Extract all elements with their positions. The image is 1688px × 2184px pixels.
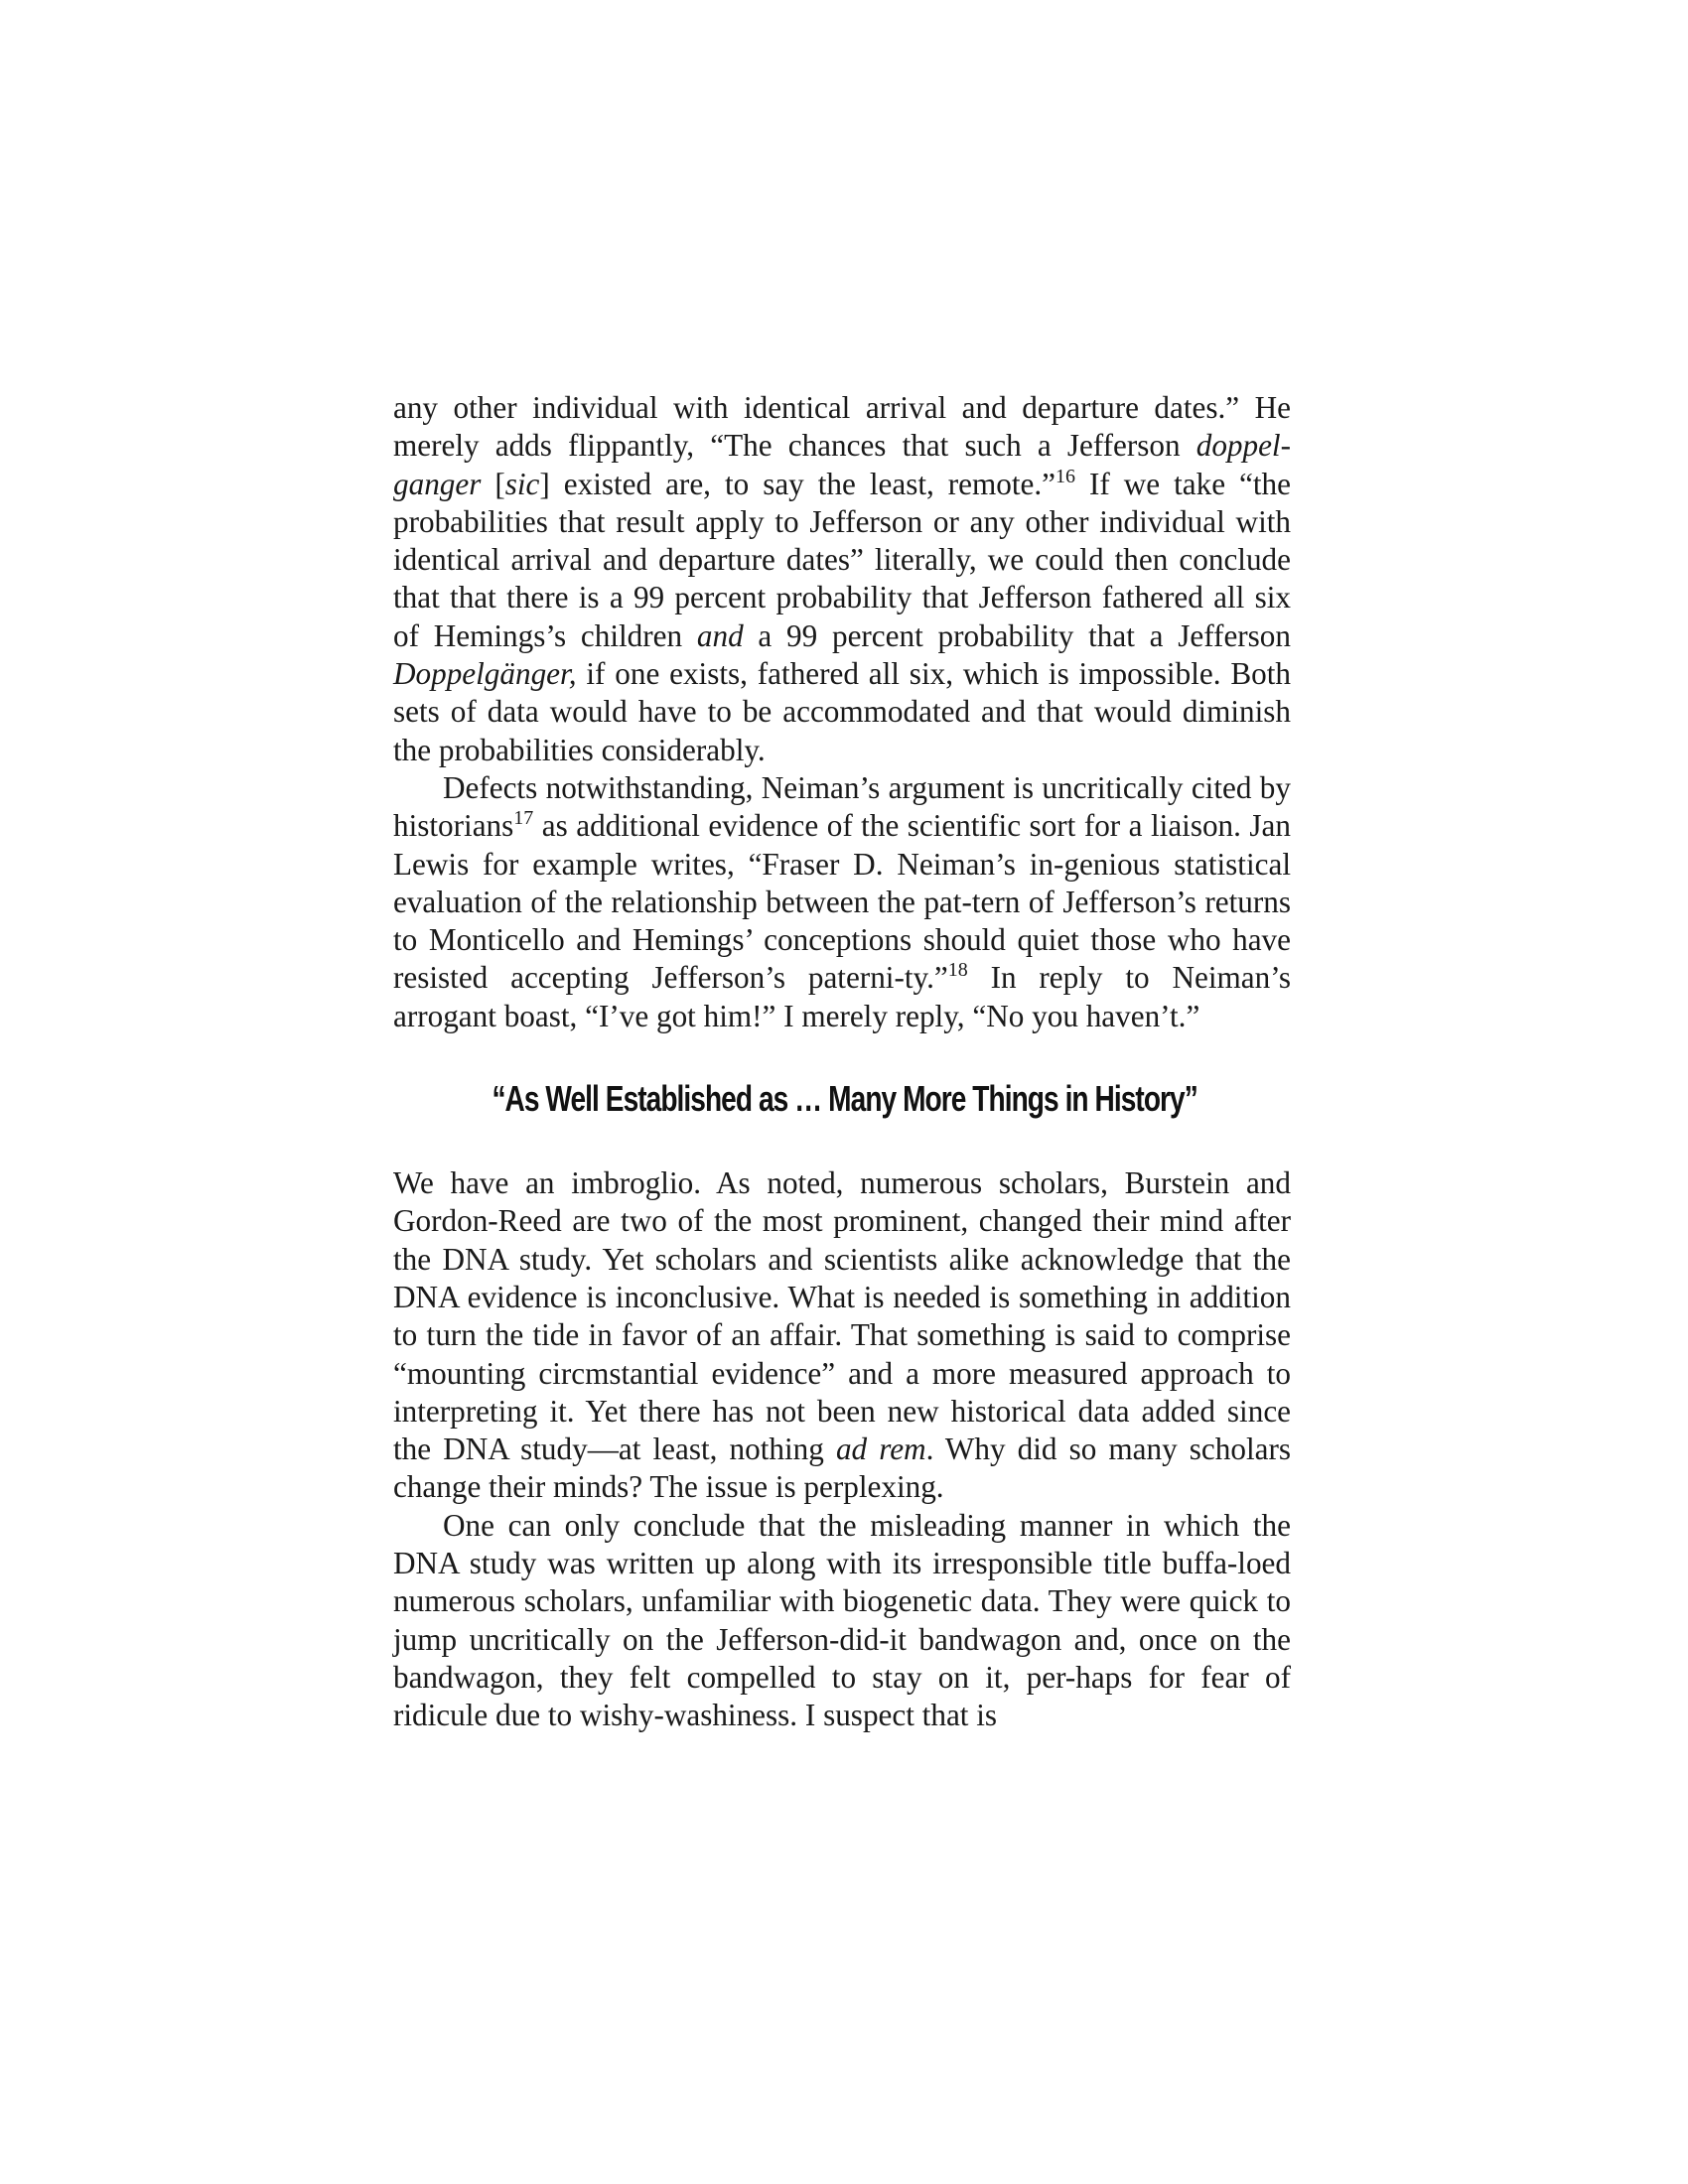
footnote-ref-17: 17 bbox=[513, 807, 534, 830]
italic-term-sic: sic bbox=[504, 466, 540, 501]
section-heading: “As Well Established as … Many More Things in History” bbox=[492, 1078, 1197, 1120]
paragraph-2 bbox=[393, 769, 1291, 1035]
paragraph-4: One can only conclude that the misleading manner in which the DNA study was written up along with its irresponsible title buffa-loed numerous scholars, unfamiliar with biogenetic data. They were quick to jump uncritically on the Jefferson-did-it bandwagon and, once on the bandwagon, they felt compelled to stay on it, per-haps for fear of ridicule due to wishy-washiness. I suspect that is bbox=[393, 1507, 1291, 1733]
text-run: if one exists, fathered all six, which is impossible. Both sets of data would have to be accommodated and that would diminish the probabilities considerably. bbox=[393, 656, 1291, 767]
footnote-ref-16: 16 bbox=[1055, 465, 1076, 487]
text-run: [ bbox=[481, 466, 505, 501]
text-run: In reply to Neiman’s arrogant boast, “I’ve got him!” I merely reply, “No you haven’t.” bbox=[393, 960, 1291, 1033]
italic-term-and: and bbox=[696, 617, 744, 653]
footnote-ref-18: 18 bbox=[947, 959, 968, 982]
text-run: Defects notwithstanding, Neiman’s argument is uncritically cited by historians bbox=[393, 769, 1291, 844]
text-run: a 99 percent probability that a Jefferson bbox=[743, 617, 1291, 653]
text-run: as additional evidence of the scientific sort for a liaison. Jan Lewis for example writes, “Fraser D. Neiman’s in-genious statistical evaluation of the relationship between the pat-tern of Jefferson’s returns to Monticello and Hemings’ conceptions should quiet those who have resisted accepting Jefferson’s paterni-ty.” bbox=[393, 808, 1291, 996]
text-run: any other individual with identical arrival and departure dates.” He merely adds flippantly, “The chances that such a Jefferson bbox=[393, 390, 1291, 464]
paragraph-3 bbox=[393, 1164, 1291, 1507]
italic-term-doppelganger-2: Doppelgänger, bbox=[393, 656, 577, 692]
text-column bbox=[393, 389, 1291, 1735]
text-run: ] existed are, to say the least, remote.” bbox=[539, 466, 1056, 501]
italic-term-ad-rem: ad rem bbox=[835, 1432, 926, 1467]
text-run: If we take “the probabilities that result apply to Jefferson or any other individual with identical arrival and departure dates” literally, we could then conclude that that there is a 99 percent probability that Jefferson fathered all six of Hemings’s children bbox=[393, 466, 1291, 653]
italic-term-doppelganger: doppel-ganger bbox=[393, 428, 1291, 501]
text-run: . Why did so many scholars change their minds? The issue is perplexing. bbox=[393, 1432, 1291, 1505]
paragraph-1 bbox=[393, 389, 1291, 769]
text-run: We have an imbroglio. As noted, numerous scholars, Burstein and Gordon-Reed are two of the most prominent, changed their mind after the DNA study. Yet scholars and scientists alike acknowledge that the DNA evidence is inconclusive. What is needed is something in addition to turn the tide in favor of an affair. That something is said to comprise “mounting circmstantial evidence” and a more measured approach to interpreting it. Yet there has not been new historical data added since the DNA study—at least, nothing bbox=[393, 1165, 1291, 1467]
